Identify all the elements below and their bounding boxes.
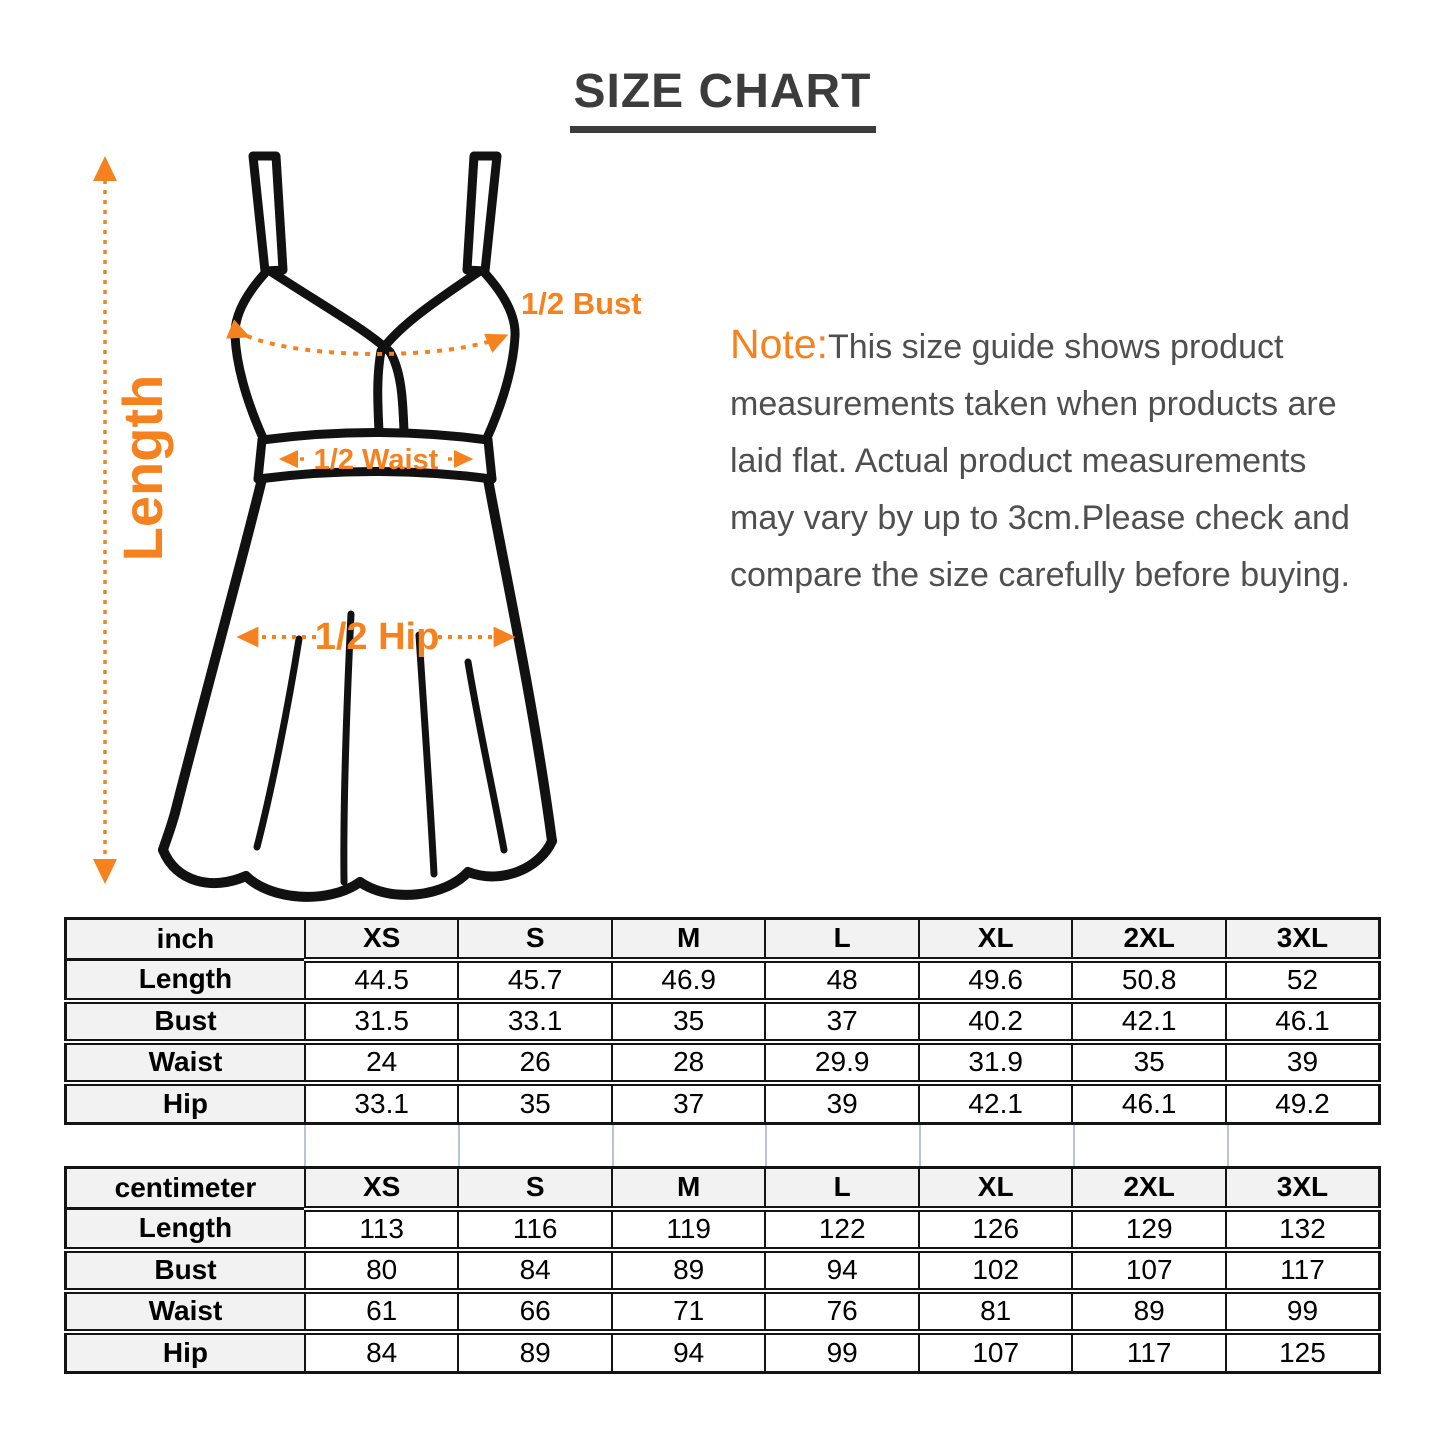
table-row — [66, 1291, 1380, 1332]
size-value: 49.2 — [1226, 1083, 1380, 1124]
size-value: 33.1 — [305, 1083, 459, 1124]
table-row — [66, 1250, 1380, 1291]
size-value: 94 — [765, 1250, 919, 1291]
size-header: XL — [919, 1168, 1073, 1209]
size-value: 40.2 — [919, 1001, 1073, 1042]
size-header: 2XL — [1072, 1168, 1226, 1209]
note-block — [730, 316, 1410, 604]
size-header: S — [458, 919, 612, 960]
hip-label: 1/2 Hip — [314, 616, 440, 658]
size-value: 84 — [458, 1250, 612, 1291]
grid-line — [304, 1125, 306, 1166]
bust-label: 1/2 Bust — [521, 286, 642, 321]
size-value: 28 — [612, 1042, 766, 1083]
size-value: 84 — [305, 1332, 459, 1373]
size-value: 89 — [458, 1332, 612, 1373]
size-value: 35 — [1072, 1042, 1226, 1083]
size-value: 119 — [612, 1209, 766, 1250]
size-value: 117 — [1072, 1332, 1226, 1373]
note-text: measurements taken when products are — [730, 385, 1337, 423]
measure-label: Waist — [66, 1042, 305, 1083]
size-value: 81 — [919, 1291, 1073, 1332]
size-value: 37 — [765, 1001, 919, 1042]
size-header: XL — [919, 919, 1073, 960]
inch-table — [64, 917, 1381, 1125]
size-value: 50.8 — [1072, 960, 1226, 1001]
size-value: 49.6 — [919, 960, 1073, 1001]
measure-label: Length — [66, 1209, 305, 1250]
header-row — [66, 919, 1380, 960]
size-value: 37 — [612, 1083, 766, 1124]
right-strap — [467, 156, 497, 271]
size-header: S — [458, 1168, 612, 1209]
measure-label: Hip — [66, 1332, 305, 1373]
table-row — [66, 1001, 1380, 1042]
size-header: XS — [305, 1168, 459, 1209]
table-row — [66, 1209, 1380, 1250]
size-header: 3XL — [1226, 1168, 1380, 1209]
size-value: 76 — [765, 1291, 919, 1332]
table-row — [66, 1083, 1380, 1124]
centimeter-table — [64, 1166, 1381, 1374]
note-prefix: Note: — [730, 321, 828, 367]
size-header: M — [612, 1168, 766, 1209]
size-value: 42.1 — [1072, 1001, 1226, 1042]
size-value: 35 — [458, 1083, 612, 1124]
size-value: 107 — [919, 1332, 1073, 1373]
size-header: L — [765, 1168, 919, 1209]
grid-line — [1073, 1125, 1075, 1166]
size-value: 31.5 — [305, 1001, 459, 1042]
size-value: 80 — [305, 1250, 459, 1291]
grid-line — [612, 1125, 614, 1166]
unit-header: centimeter — [66, 1168, 305, 1209]
size-header: 3XL — [1226, 919, 1380, 960]
grid-line — [1227, 1125, 1229, 1166]
size-value: 102 — [919, 1250, 1073, 1291]
size-value: 116 — [458, 1209, 612, 1250]
size-value: 126 — [919, 1209, 1073, 1250]
size-value: 122 — [765, 1209, 919, 1250]
size-value: 42.1 — [919, 1083, 1073, 1124]
size-value: 117 — [1226, 1250, 1380, 1291]
size-value: 113 — [305, 1209, 459, 1250]
size-value: 71 — [612, 1291, 766, 1332]
size-tables — [64, 917, 1381, 1374]
size-value: 94 — [612, 1332, 766, 1373]
size-value: 125 — [1226, 1332, 1380, 1373]
size-value: 132 — [1226, 1209, 1380, 1250]
size-value: 99 — [1226, 1291, 1380, 1332]
measure-label: Waist — [66, 1291, 305, 1332]
size-header: 2XL — [1072, 919, 1226, 960]
table-gap — [64, 1125, 1381, 1166]
size-value: 46.1 — [1072, 1083, 1226, 1124]
dress-diagram — [55, 138, 705, 918]
size-header: M — [612, 919, 766, 960]
table-row — [66, 960, 1380, 1001]
size-value: 29.9 — [765, 1042, 919, 1083]
size-value: 45.7 — [458, 960, 612, 1001]
size-value: 66 — [458, 1291, 612, 1332]
waist-label: 1/2 Waist — [313, 444, 439, 476]
size-value: 39 — [1226, 1042, 1380, 1083]
unit-header: inch — [66, 919, 305, 960]
size-value: 99 — [765, 1332, 919, 1373]
table-row — [66, 1042, 1380, 1083]
size-value: 26 — [458, 1042, 612, 1083]
note-text: This size guide shows product — [828, 328, 1284, 366]
size-value: 46.1 — [1226, 1001, 1380, 1042]
size-value: 46.9 — [612, 960, 766, 1001]
size-value: 48 — [765, 960, 919, 1001]
note-text: may vary by up to 3cm.Please check and — [730, 499, 1350, 537]
size-value: 33.1 — [458, 1001, 612, 1042]
size-value: 31.9 — [919, 1042, 1073, 1083]
size-value: 52 — [1226, 960, 1380, 1001]
measure-label: Length — [66, 960, 305, 1001]
measure-label: Hip — [66, 1083, 305, 1124]
header-row — [66, 1168, 1380, 1209]
size-value: 61 — [305, 1291, 459, 1332]
page-title: SIZE CHART — [570, 64, 876, 133]
size-header: L — [765, 919, 919, 960]
table-row — [66, 1332, 1380, 1373]
note-text: compare the size carefully before buying. — [730, 556, 1350, 594]
dress-outline — [163, 156, 552, 897]
size-value: 35 — [612, 1001, 766, 1042]
note-text: laid flat. Actual product measurements — [730, 442, 1307, 480]
size-value: 107 — [1072, 1250, 1226, 1291]
size-value: 39 — [765, 1083, 919, 1124]
grid-line — [458, 1125, 460, 1166]
left-strap — [253, 156, 283, 271]
size-value: 89 — [612, 1250, 766, 1291]
size-value: 89 — [1072, 1291, 1226, 1332]
grid-line — [919, 1125, 921, 1166]
size-value: 129 — [1072, 1209, 1226, 1250]
length-label: Length — [111, 374, 174, 562]
measure-label: Bust — [66, 1250, 305, 1291]
grid-line — [765, 1125, 767, 1166]
size-value: 44.5 — [305, 960, 459, 1001]
size-header: XS — [305, 919, 459, 960]
size-value: 24 — [305, 1042, 459, 1083]
measure-label: Bust — [66, 1001, 305, 1042]
